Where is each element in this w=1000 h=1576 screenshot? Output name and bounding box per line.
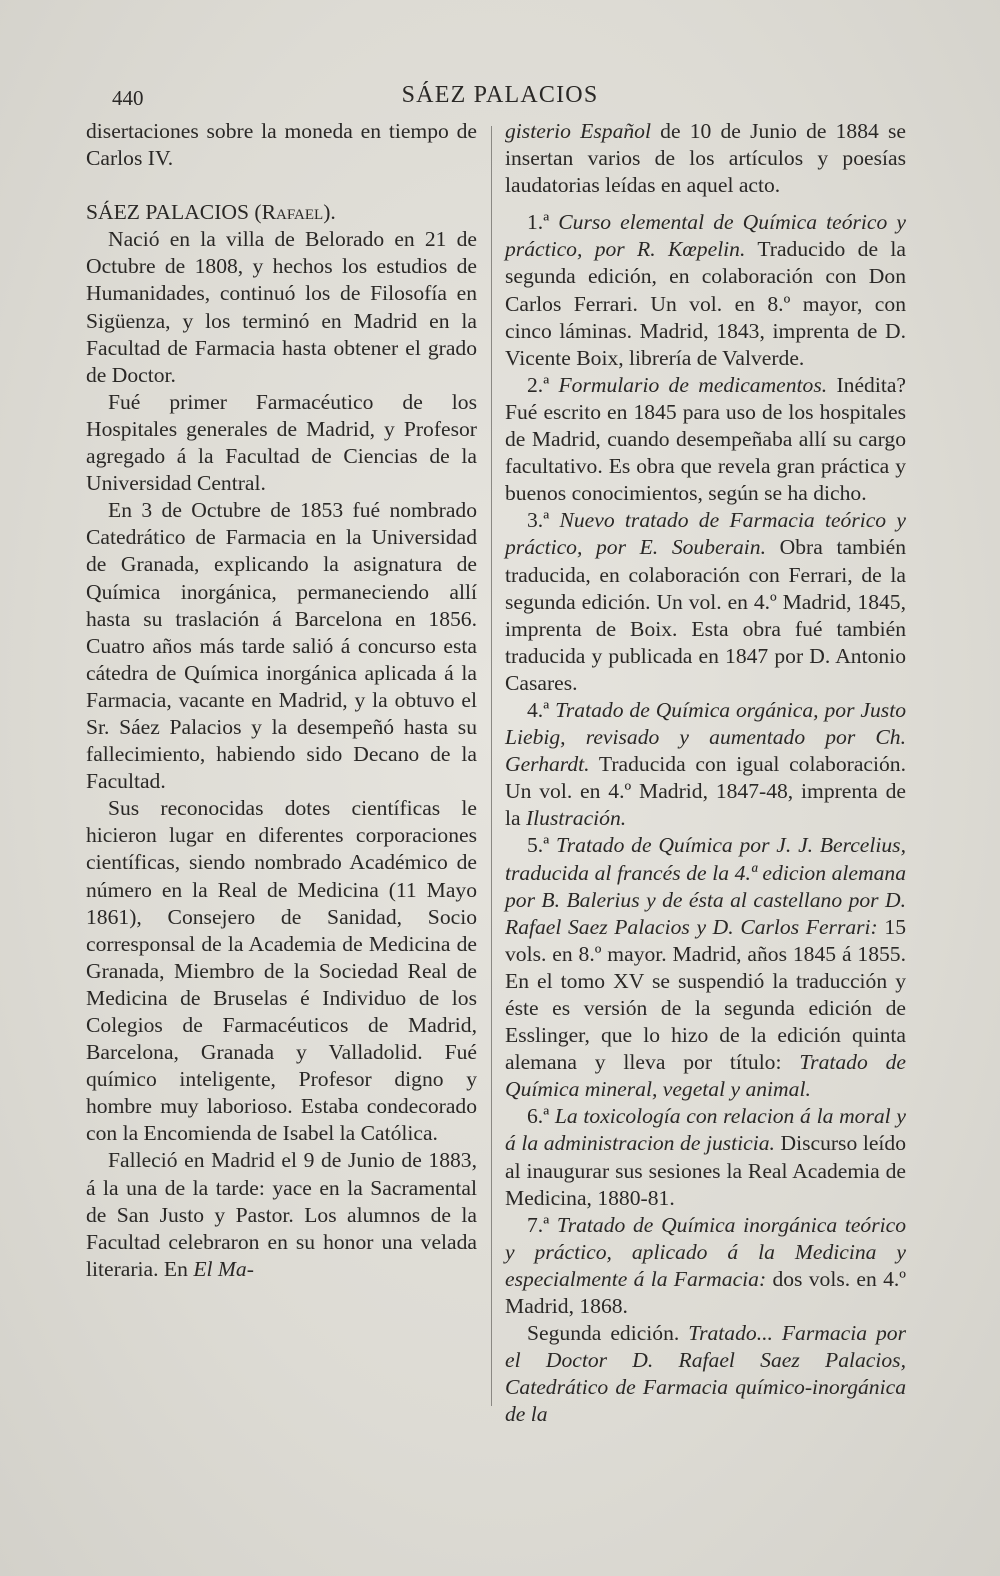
left-column: [86, 118, 477, 1283]
work-entry-2: [505, 372, 906, 507]
work-entry-7: [505, 1212, 906, 1320]
work-details: Traducido de la segunda edición, en colaboración con Don Carlos Ferrari. Un vol. en 8.º mayor, con cinco láminas. Madrid, 1843, imprenta de D. Vicente Boix, librería de Valverde.: [505, 237, 906, 370]
death-text: Falleció en Madrid el 9 de Junio de 1883, á la una de la tarde: yace en la Sacramental de San Justo y Pastor. Los alumnos de la Facultad celebraron en su honor una velada literaria. En: [86, 1148, 477, 1281]
work-title: Curso elemental de Química teórico y práctico, por R. Kœpelin.: [505, 210, 906, 262]
work-title: La toxicología con relacion á la moral y á la administracion de justicia.: [505, 1104, 906, 1156]
work-number: 7.ª: [527, 1212, 557, 1237]
work-number: 1.ª: [527, 210, 559, 235]
work-details: 15 vols. en 8.º mayor. Madrid, años 1845 á 1855. En el tomo XV se suspendió la traducción y éste es versión de la segunda edición de Esslinger, que lo hizo de la edición quinta alemana y lleva por título:: [505, 914, 906, 1075]
right-column: [505, 118, 906, 1429]
periodical-title-cont: gisterio Español: [505, 119, 651, 143]
work-title: Tratado de Química por J. J. Bercelius, traducida al francés de la 4.ª edicion alemana por B. Balerius y de ésta al castellano por D. Rafael Saez Palacios y D. Carlos Ferrari:: [505, 833, 906, 939]
heading-given-name: Rafael: [261, 200, 324, 225]
work-title: Formulario de medicamentos.: [558, 372, 828, 397]
work-number: 5.ª: [527, 833, 556, 858]
work-entry-6: [505, 1103, 906, 1211]
continued-paragraph-right: [505, 118, 906, 199]
work-title: Tratado de Química inorgánica teórico y práctico, aplicado á la Medicina y especialmente á la Farmacia:: [505, 1212, 906, 1291]
work-details: Traducida con igual colaboración. Un vol. en 4.º Madrid, 1847-48, imprenta de la: [505, 752, 906, 831]
work-details: Discurso leído al inaugurar sus sesiones la Real Academia de Medicina, 1880-81.: [505, 1131, 906, 1210]
bio-paragraph-career: En 3 de Octubre de 1853 fué nombrado Catedrático de Farmacia en la Universidad de Granada, explicando la asignatura de Química inorgánica, permaneciendo allí hasta su traslación á Barcelona en 1856. Cuatro años más tarde salió á concurso esta cátedra de Química inorgánica aplicada á la Farmacia, vacante en Madrid, y la obtuvo el Sr. Sáez Palacios y la desempeñó hasta su fallecimiento, habiendo sido Decano de la Facultad.: [86, 498, 477, 794]
work-details: dos vols. en 4.º Madrid, 1868.: [505, 1266, 907, 1319]
work-entry-1: [505, 209, 906, 372]
work-journal: Ilustración.: [525, 806, 627, 831]
continued-paragraph: disertaciones sobre la moneda en tiempo de Carlos IV.: [86, 119, 477, 171]
work-number: 3.ª: [527, 508, 560, 533]
bio-paragraph-positions: Fué primer Farmacéutico de los Hospitales generales de Madrid, y Profesor agregado á la Facultad de Ciencias de la Universidad Central.: [86, 389, 477, 496]
work-details: Inédita? Fué escrito en 1845 para uso de los hospitales de Madrid, cuando desempeñaba allí su cargo facultativo. Es obra que revela gran práctica y buenos conocimientos, según se ha dicho.: [505, 372, 907, 506]
column-divider: [491, 126, 492, 1406]
work-details: Obra también traducida, en colaboración con Ferrari, de la segunda edición. Un vol. en 4.º Madrid, 1845, imprenta de Boix. Esta obra fué también traducida y publicada en 1847 por D. Antonio Casares.: [505, 535, 906, 695]
periodical-title: El Ma-: [193, 1256, 254, 1281]
heading-surname: SÁEZ PALACIOS (: [86, 200, 262, 225]
work-title: Tratado... Farmacia por el Doctor D. Rafael Saez Palacios, Catedrático de Farmacia químico-inorgánica de la: [505, 1321, 906, 1427]
work-title: Nuevo tratado de Farmacia teórico y práctico, por E. Souberain.: [505, 508, 906, 560]
work-entry-4: [505, 697, 906, 832]
work-title: Tratado de Química orgánica, por Justo Liebig, revisado y aumentado por Ch. Gerhardt.: [505, 697, 906, 777]
heading-close: ).: [323, 200, 336, 225]
second-edition-entry: [505, 1320, 906, 1428]
work-number: 4.ª: [527, 697, 556, 722]
work-entry-5: [505, 832, 906, 1103]
bio-paragraph-birth: Nació en la villa de Belorado en 21 de Octubre de 1808, y hechos los estudios de Humanidades, continuó los de Filosofía en Sigüenza, y los terminó en Madrid en la Facultad de Farmacia hasta obtener el grado de Doctor.: [86, 227, 477, 387]
work-number: 6.ª: [527, 1104, 555, 1129]
work-entry-3: [505, 507, 906, 697]
entry-heading: [86, 199, 477, 226]
edition-label: Segunda edición.: [527, 1321, 689, 1346]
bio-paragraph-honors: Sus reconocidas dotes científicas le hicieron lugar en diferentes corporaciones científicas, siendo nombrado Académico de número en la Real de Medicina (11 Mayo 1861), Consejero de Sanidad, Socio corresponsal de la Academia de Medicina de Granada, Miembro de la Sociedad Real de Medicina de Bruselas é Individuo de los Colegios de Farmacéuticos de Madrid, Barcelona, Granada y Valladolid. Fué químico inteligente, Profesor digno y hombre muy laborioso. Estaba condecorado con la Encomienda de Isabel la Católica.: [86, 796, 477, 1146]
running-title: SÁEZ PALACIOS: [401, 82, 599, 108]
work-alt-title: Tratado de Química mineral, vegetal y animal.: [505, 1050, 906, 1102]
work-number: 2.ª: [527, 372, 559, 397]
bio-paragraph-death: [86, 1147, 477, 1282]
page-number: 440: [112, 86, 144, 110]
continued-text: de 10 de Junio de 1884 se insertan varios de los artículos y poesías laudatorias leídas en aquel acto.: [505, 119, 907, 198]
